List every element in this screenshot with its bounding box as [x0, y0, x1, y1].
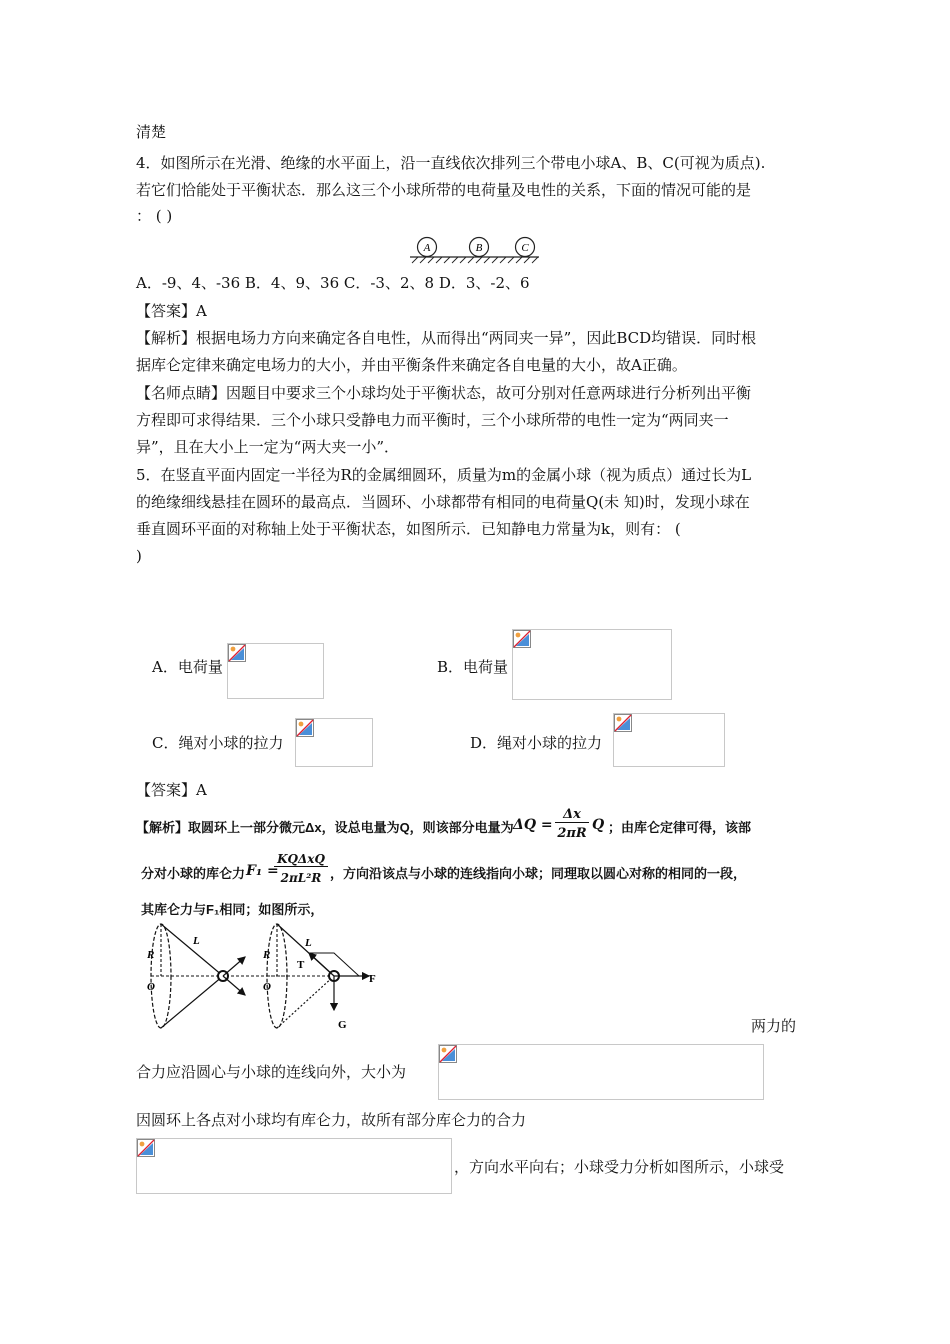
analysis-text: 分对小球的库仑力: [141, 866, 246, 881]
analysis-text: 两力的: [751, 1017, 797, 1035]
center-label: O: [147, 981, 155, 993]
formula-image: [438, 1044, 764, 1100]
option-b-image: [512, 629, 672, 700]
analysis-text: 【解析】根据电场力方向来确定各自电性，从而得出“两同夹一异”，因此BCD均错误．同时根: [136, 329, 757, 347]
analysis-text: ，方向水平向右；小球受力分析如图所示，小球受: [454, 1158, 785, 1176]
formula-lhs: ΔQ =: [513, 817, 553, 833]
broken-image-icon: [137, 1139, 155, 1157]
option-b-label: B．电荷量: [437, 658, 509, 676]
question-5-stem: ): [136, 547, 142, 565]
option-a-label: A．电荷量: [152, 658, 223, 676]
question-5-stem: 的绝缘细线悬挂在圆环的最高点．当圆环、小球都带有相同的电荷量Q(未 知)时，发现小球在: [136, 493, 750, 511]
analysis-text: 因圆环上各点对小球均有库仑力，故所有部分库仑力的合力: [136, 1111, 527, 1129]
coulomb-force-formula: [246, 852, 328, 892]
length-label: L: [305, 937, 312, 949]
length-label: L: [193, 935, 200, 947]
broken-image-icon: [439, 1045, 457, 1063]
formula-numerator: Δx: [555, 807, 589, 823]
question-4-stem: 若它们恰能处于平衡状态．那么这三个小球所带的电荷量及电性的关系，下面的情况可能的是: [136, 181, 752, 199]
teacher-tip-text: 异”，且在大小上一定为“两大夹一小”．: [136, 438, 400, 456]
option-c-image: [295, 718, 373, 767]
ball-a-label: A: [423, 242, 431, 254]
ball-c-label: C: [521, 242, 529, 254]
formula-q: Q: [592, 817, 605, 833]
formula-image: [136, 1138, 452, 1194]
tension-label: T: [297, 959, 305, 971]
radius-label: R: [263, 949, 271, 961]
formula-denominator: 2πL²R: [280, 871, 322, 885]
option-d-label: D．绳对小球的拉力: [470, 734, 603, 752]
three-balls-figure: [407, 236, 542, 266]
question-5-stem: 垂直圆环平面的对称轴上处于平衡状态，如图所示．已知静电力常量为k，则有： (: [136, 520, 681, 538]
formula-denominator: 2πR: [557, 826, 587, 841]
broken-image-icon: [296, 719, 314, 737]
force-label: F: [369, 973, 376, 985]
question-4-options: A．-9、4、-36 B．4、9、36 C．-3、2、8 D．3、-2、6: [136, 274, 530, 292]
question-4-stem: ： ( ): [136, 207, 173, 225]
analysis-text: 据库仑定律来确定电场力的大小，并由平衡条件来确定各自电量的大小，故A正确。: [136, 356, 687, 374]
gravity-label: G: [338, 1019, 347, 1031]
analysis-text: 【解析】取圆环上一部分微元Δx，设总电量为Q，则该部分电量为: [136, 820, 514, 835]
center-label: O: [263, 981, 271, 993]
answer-label: 【答案】A: [136, 781, 207, 799]
teacher-tip-text: 方程即可求得结果．三个小球只受静电力而平衡时，三个小球所带的电性一定为“两同夹一: [136, 411, 729, 429]
analysis-text: ，方向沿该点与小球的连线指向小球；同理取以圆心对称的相同的一段，: [330, 866, 747, 881]
radius-label: R: [147, 949, 155, 961]
answer-label: 【答案】A: [136, 302, 207, 320]
broken-image-icon: [513, 630, 531, 648]
text-line: 清楚: [136, 123, 167, 141]
analysis-text: ；由库仑定律可得，该部: [608, 820, 752, 835]
delta-q-formula: [513, 807, 605, 847]
formula-numerator: KQΔxQ: [274, 852, 328, 867]
option-c-label: C．绳对小球的拉力: [152, 734, 284, 752]
coulomb-force-diagram: [141, 920, 381, 1035]
broken-image-icon: [228, 644, 246, 662]
option-d-image: [613, 713, 725, 767]
broken-image-icon: [614, 714, 632, 732]
ball-b-label: B: [475, 242, 483, 254]
question-4-stem: 4．如图所示在光滑、绝缘的水平面上，沿一直线依次排列三个带电小球A、B、C(可视为质点).: [136, 154, 766, 172]
question-5-stem: 5．在竖直平面内固定一半径为R的金属细圆环，质量为m的金属小球（视为质点）通过长为L: [136, 466, 752, 484]
analysis-text: 其库仑力与F₁相同；如图所示，: [141, 902, 324, 917]
analysis-text: 合力应沿圆心与小球的连线向外，大小为: [136, 1063, 407, 1081]
option-a-image: [227, 643, 324, 699]
teacher-tip-text: 【名师点睛】因题目中要求三个小球均处于平衡状态，故可分别对任意两球进行分析列出平衡: [136, 384, 752, 402]
formula-lhs: F₁ =: [246, 863, 279, 879]
